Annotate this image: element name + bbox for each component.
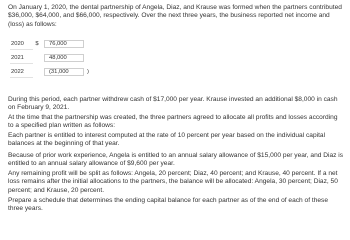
income-row-2021 (10, 54, 120, 63)
withdrawals-paragraph: During this period, each partner withdrew cash of $17,000 per year. Krause invested an additional $8,000 in cash on February 9, 2021. (8, 96, 338, 112)
currency-symbol: $ (35, 41, 39, 47)
income-row-2022 (10, 68, 120, 77)
year-label: 2021 (10, 55, 33, 64)
income-amount: 48,000 (44, 54, 84, 62)
year-label: 2020 (10, 41, 33, 50)
income-amount: 76,000 (44, 40, 84, 48)
interest-rule-paragraph: Each partner is entitled to interest computed at the rate of 10 percent per year based on the individual capital balances at the beginning of that year. (8, 132, 326, 148)
closing-paren: ) (87, 69, 89, 75)
remaining-profit-paragraph: Any remaining profit will be split as follows: Angela, 20 percent; Diaz, 40 percent; and Krause, 40 percent. If a net loss remains after the initial allocations to the partners, the balance will be allocated: Angela, 30 percent; Diaz, 50 percent; and Krause, 20 percent. (8, 170, 338, 194)
income-amount: (31,000 (44, 68, 84, 76)
net-income-table (10, 40, 120, 90)
salary-rule-paragraph: Because of prior work experience, Angela is entitled to an annual salary allowance of $15,000 per year, and Diaz is entitled to an annual salary allowance of $9,600 per year. (8, 152, 344, 168)
allocation-plan-paragraph: At the time that the partnership was created, the three partners agreed to allocate all profits and losses according to a specified plan written as follows: (8, 114, 338, 130)
income-row-2020 (10, 40, 120, 49)
intro-paragraph: On January 1, 2020, the dental partnership of Angela, Diaz, and Krause was formed when the partners contributed $36,000, $64,000, and $66,000, respectively. Over the next three years, the business reported net income and (loss) as follows: (8, 4, 342, 28)
year-label: 2022 (10, 69, 33, 78)
instruction-paragraph: Prepare a schedule that determines the ending capital balance for each partner as of the end of each of these three years. (8, 197, 329, 213)
